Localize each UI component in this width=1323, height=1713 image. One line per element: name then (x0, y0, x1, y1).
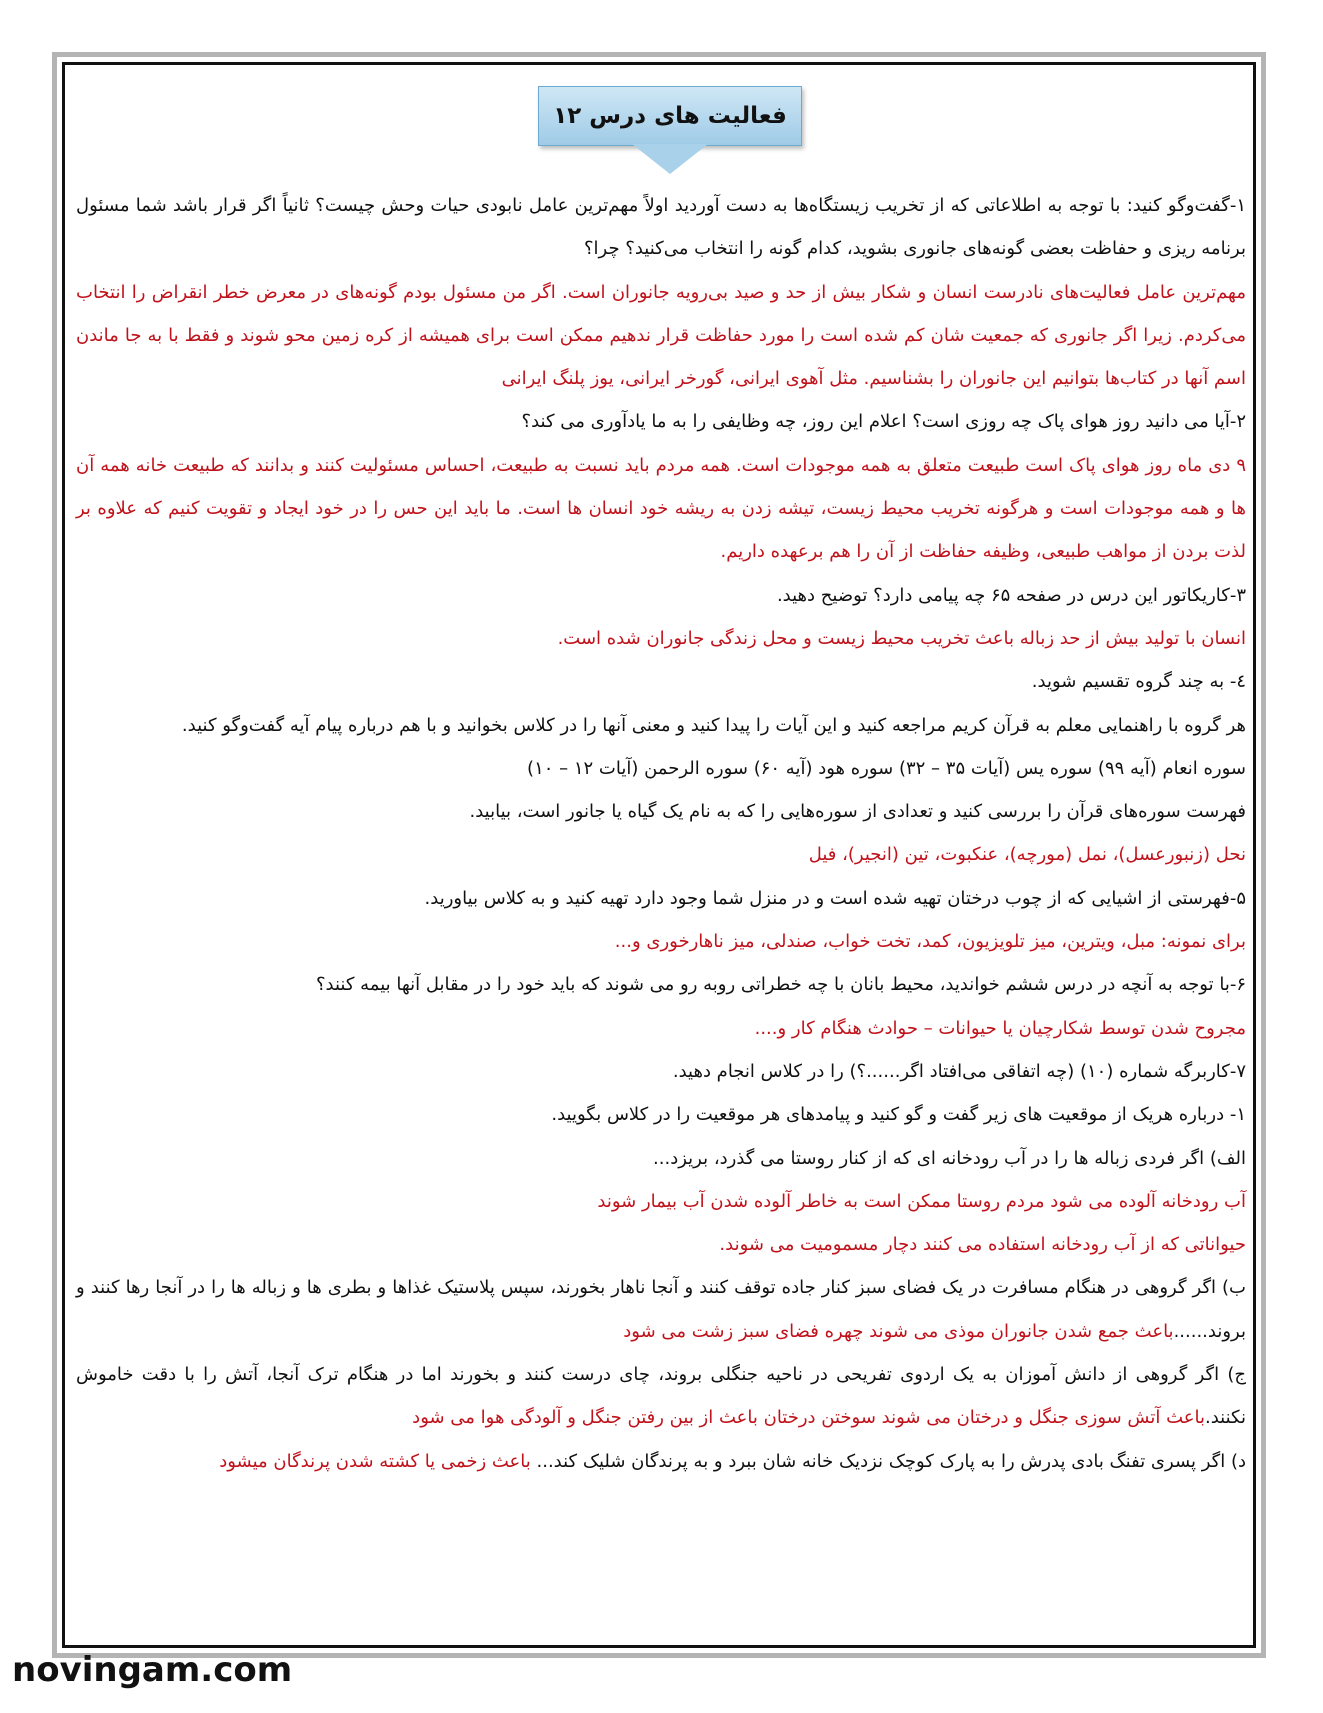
question-4-instructions: هر گروه با راهنمایی معلم به قرآن کریم مراجعه کنید و این آیات را پیدا کنید و معنی آنها را در کلاس بخوانید و با هم درباره پیام آیه گفت‌وگو کنید. (181, 714, 1246, 736)
situation-jim-text: ج) اگر گروهی از دانش آموزان به یک اردوی تفریحی در ناحیه جنگلی بروند، چای درست کنند و بخورند اما در هنگام ترک آنجا، آتش را با دقت خاموش نکنند. (76, 1364, 1246, 1429)
situation-jim (76, 1353, 1246, 1440)
question-6: ۶-با توجه به آنچه در درس ششم خواندید، محیط بانان با چه خطراتی روبه رو می شوند که باید خود را در مقابل آنها بیمه کنند؟ (315, 974, 1246, 996)
answer-jim: باعث آتش سوزی جنگل و درختان می شوند سوختن درختان باعث از بین رفتن جنگل و آلودگی هوا می شود (412, 1407, 1206, 1429)
situation-be-text: ب) اگر گروهی در هنگام مسافرت در یک فضای سبز کنار جاده توقف کنند و آنجا ناهار بخورند، سپس پلاستیک غذاها و بطری ها و زباله ها را در آنجا رها کنند و بروند...... (76, 1277, 1246, 1342)
answer-5: برای نمونه: مبل، ویترین، میز تلویزیون، کمد، تخت خواب، صندلی، میز ناهارخوری و... (614, 931, 1246, 953)
answer-3: انسان با تولید بیش از حد زباله باعث تخریب محیط زیست و محل زندگی جانوران شده است. (557, 627, 1246, 649)
answer-alef-1: آب رودخانه آلوده می شود مردم روستا ممکن است به خاطر آلوده شدن آب بیمار شوند (597, 1190, 1246, 1212)
question-1: ۱-گفت‌وگو کنید: با توجه به اطلاعاتی که از تخریب زیستگاه‌ها به دست آوردید اولاً مهم‌ترین عامل نابودی حیات وحش چیست؟ ثانیاً اگر قرار باشد شما مسئول برنامه ریزی و حفاظت بعضی گونه‌های جانوری بشوید، کدام گونه را انتخاب می‌کنید؟ چرا؟ (76, 195, 1246, 260)
page-title: فعالیت های درس ۱۲ (538, 86, 802, 146)
answer-1: مهم‌ترین عامل فعالیت‌های نادرست انسان و شکار بیش از حد و صید بی‌رویه جانوران است. اگر من مسئول بودم گونه‌های در معرض خطر انقراض را انتخاب می‌کردم. زیرا اگر جانوری که جمعیت شان کم شده است را مورد حفاظت قرار ندهیم ممکن است برای همیشه از کره زمین محو شوند و فقط با به جا ماندن اسم آنها در کتاب‌ها بتوانیم این جانوران را بشناسیم. مثل آهوی ایرانی، گورخر ایرانی، یوز پلنگ ایرانی (76, 281, 1246, 390)
answer-6: مجروح شدن توسط شکارچیان یا حیوانات – حوادث هنگام کار و.... (754, 1017, 1246, 1039)
answer-dal: باعث زخمی یا کشته شدن پرندگان میشود (219, 1450, 531, 1472)
situation-be (76, 1266, 1246, 1353)
situation-alef: الف) اگر فردی زباله ها را در آب رودخانه ای که از کنار روستا می گذرد، بریزد... (653, 1147, 1246, 1169)
question-4-verses: سوره انعام (آیه ۹۹) سوره یس (آیات ۳۵ – ۳۲) سوره هود (آیه ۶۰) سوره الرحمن (آیات ۱۲ – ۱۰) (527, 757, 1246, 779)
situation-dal-text: د) اگر پسری تفنگ بادی پدرش را به پارک کوچک نزدیک خانه شان ببرد و به پرندگان شلیک کند... (530, 1450, 1246, 1472)
title-arrow-icon (632, 144, 708, 174)
answer-2: ۹ دی ماه روز هوای پاک است طبیعت متعلق به همه موجودات است. همه مردم باید نسبت به طبیعت، احساس مسئولیت کنند و بدانند که طبیعت خانه همه آن ها و همه موجودات است و هرگونه تخریب محیط زیست، تیشه زدن به ریشه خود انسان ها است. ما باید این حس را در خود ایجاد و تقویت کنیم که علاوه بر لذت بردن از مواهب طبیعی، وظیفه حفاظت از آن را هم برعهده داریم. (76, 454, 1246, 563)
site-watermark: novingam.com (12, 1650, 293, 1690)
worksheet-intro: ۱- درباره هریک از موقعیت های زیر گفت و گو کنید و پیامدهای هر موقعیت را در کلاس بگویید. (551, 1104, 1246, 1126)
question-4-surah-list: فهرست سوره‌های قرآن را بررسی کنید و تعدادی از سوره‌هایی را که به نام یک گیاه یا جانور است، بیابید. (469, 801, 1246, 823)
situation-dal (76, 1440, 1246, 1483)
question-2: ۲-آیا می دانید روز هوای پاک چه روزی است؟ اعلام این روز، چه وظایفی را به ما یادآوری می کند؟ (521, 411, 1246, 433)
answer-alef-2: حیواناتی که از آب رودخانه استفاده می کنند دچار مسمومیت می شوند. (719, 1234, 1246, 1256)
answer-4: نحل (زنبورعسل)، نمل (مورچه)، عنکبوت، تین (انجیر)، فیل (808, 844, 1246, 866)
question-3: ۳-کاریکاتور این درس در صفحه ۶۵ چه پیامی دارد؟ توضیح دهید. (776, 584, 1246, 606)
question-5: ۵-فهرستی از اشیایی که از چوب درختان تهیه شده است و در منزل شما وجود دارد تهیه کنید و به کلاس بیاورید. (424, 887, 1246, 909)
content-body (76, 184, 1246, 1483)
answer-be: باعث جمع شدن جانوران موذی می شوند چهره فضای سبز زشت می شود (623, 1320, 1174, 1342)
question-4: ٤- به چند گروه تقسیم شوید. (1031, 671, 1246, 693)
question-7: ۷-کاربرگه شماره (۱۰) (چه اتفاقی می‌افتاد اگر......؟) را در کلاس انجام دهید. (672, 1060, 1246, 1082)
